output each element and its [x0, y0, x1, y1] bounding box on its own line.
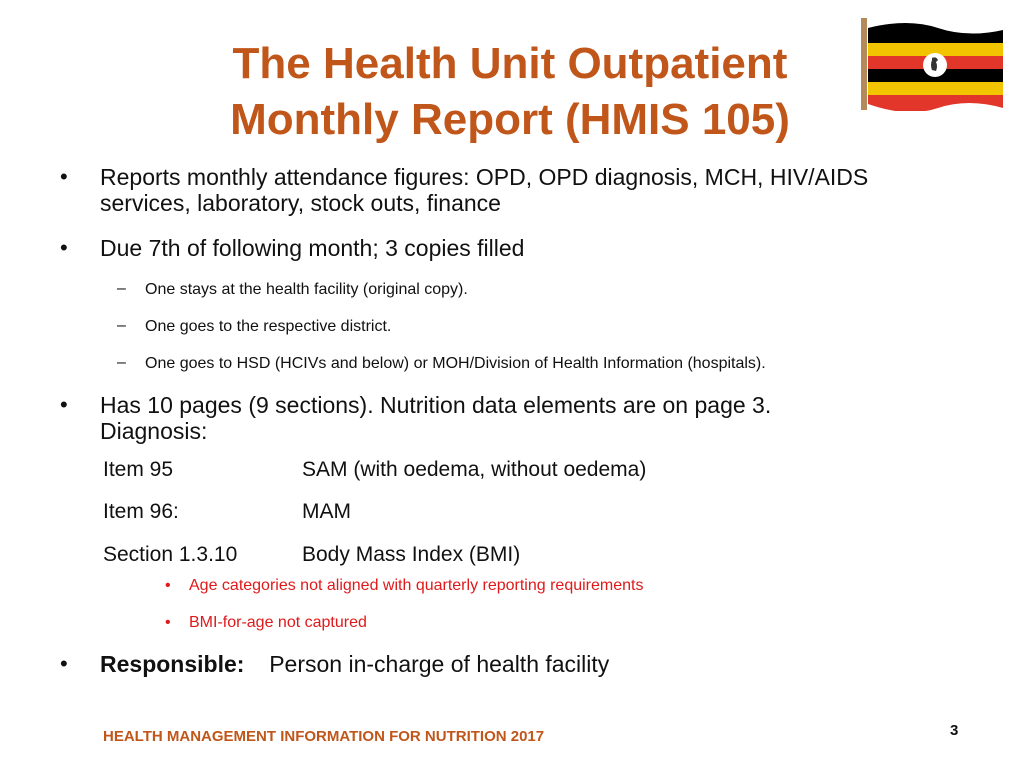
slide-title [150, 36, 870, 148]
bullet-dot: • [60, 164, 68, 189]
bullet-pages [100, 392, 771, 444]
bullet-due: Due 7th of following month; 3 copies filled [100, 235, 525, 261]
sub-bullet-original-copy: One stays at the health facility (original copy). [145, 281, 468, 298]
dash-bullet: – [117, 280, 126, 297]
bullet-reports-line1: Reports monthly attendance figures: OPD, OPD diagnosis, MCH, HIV/AIDS [100, 164, 869, 190]
bullet-dot: • [60, 392, 68, 417]
diagnosis-item: Item 95 [103, 458, 174, 481]
bullet-responsible [100, 651, 609, 677]
slide-title-line2: Monthly Report (HMIS 105) [230, 95, 790, 144]
page-number: 3 [950, 722, 959, 739]
dash-bullet: – [117, 354, 126, 371]
diagnosis-desc: SAM (with oedema, without oedema) [302, 458, 647, 481]
note-bmi-for-age: BMI-for-age not captured [189, 614, 367, 631]
uganda-flag-icon [858, 14, 1008, 114]
bullet-reports [100, 164, 868, 216]
diagnosis-desc: Body Mass Index (BMI) [302, 543, 521, 566]
diagnosis-item: Item 96: [103, 500, 179, 523]
bullet-reports-line2: services, laboratory, stock outs, finance [100, 190, 501, 216]
responsible-label: Responsible: [100, 651, 245, 677]
dash-bullet: – [117, 317, 126, 334]
footer-text: HEALTH MANAGEMENT INFORMATION FOR NUTRITION 2017 [103, 728, 545, 745]
diagnosis-desc: MAM [302, 500, 351, 523]
bullet-dot: • [60, 235, 68, 260]
diagnosis-item: Section 1.3.10 [103, 543, 238, 566]
bullet-pages-line1: Has 10 pages (9 sections). Nutrition data elements are on page 3. [100, 392, 772, 418]
responsible-text: Person in-charge of health facility [269, 651, 610, 677]
note-age-categories: Age categories not aligned with quarterly reporting requirements [189, 577, 644, 594]
bullet-dot: • [60, 651, 68, 676]
bullet-pages-line2: Diagnosis: [100, 418, 208, 444]
note-bullet: • [165, 614, 171, 631]
slide-title-line1: The Health Unit Outpatient [232, 39, 788, 88]
sub-bullet-hsd: One goes to HSD (HCIVs and below) or MOH/Division of Health Information (hospitals). [145, 355, 766, 372]
note-bullet: • [165, 577, 171, 594]
sub-bullet-district: One goes to the respective district. [145, 318, 392, 335]
